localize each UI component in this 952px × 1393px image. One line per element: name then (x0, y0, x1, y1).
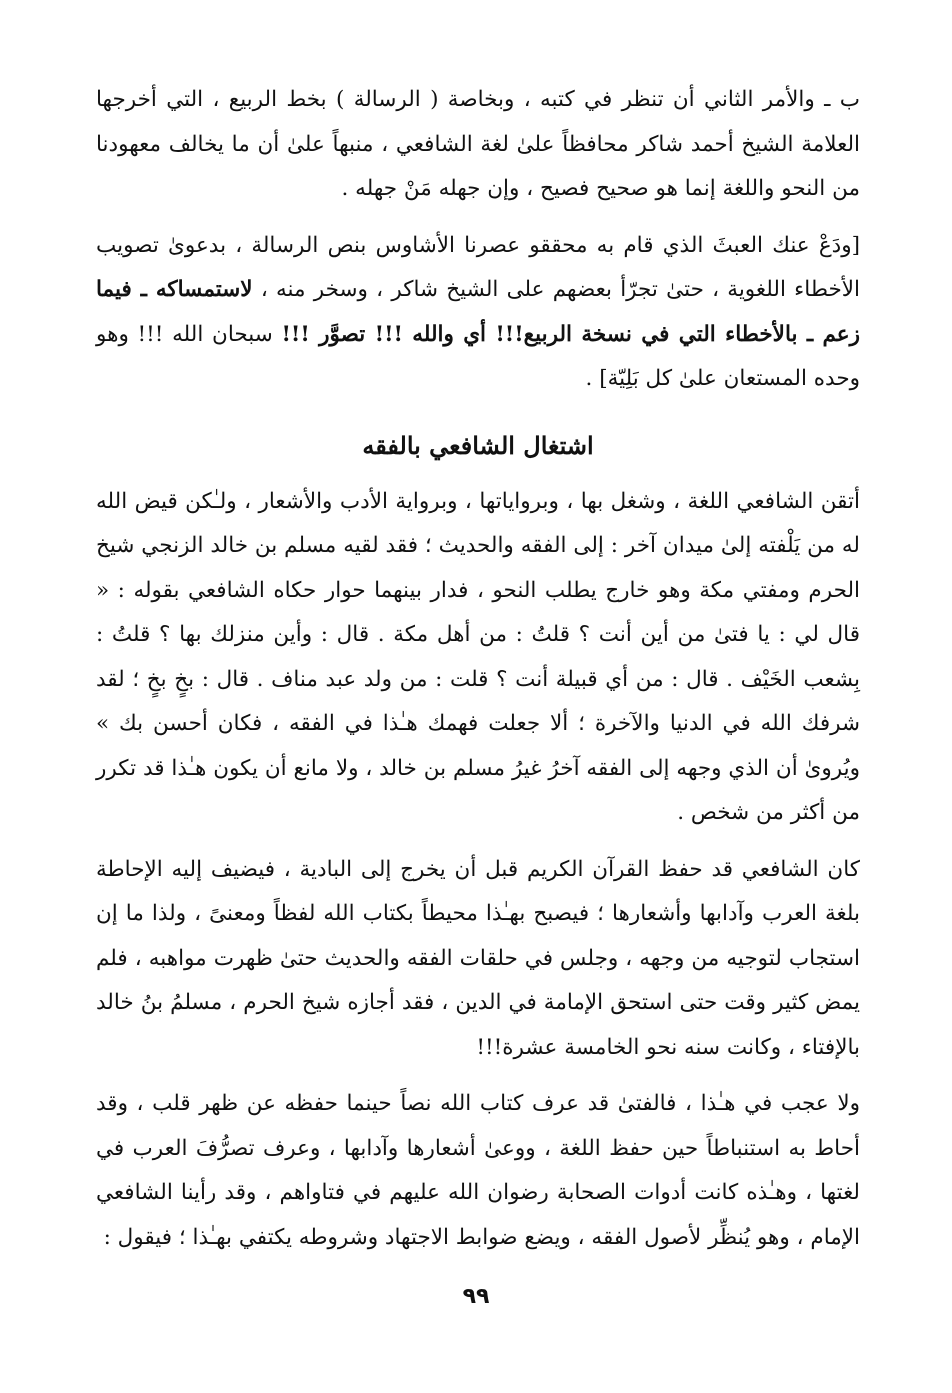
page-number: ٩٩ (462, 1284, 490, 1309)
bracket-note-part3: سبحان الله !!! وهو وحده المستعان علىٰ كل بَلِيّة] . (96, 321, 860, 391)
bracket-note (96, 224, 860, 402)
bracket-note-part1: [ودَعْ عنك العبثَ الذي قام به محققو عصرنا الأشاوس بنص الرسالة ، بدعوىٰ تصويب الأخطاء اللغوية ، حتىٰ تجرّأ بعضهم على الشيخ شاكر ، وسخر منه ، (96, 232, 861, 302)
paragraph-b: ب ـ والأمر الثاني أن تنظر في كتبه ، وبخاصة ( الرسالة ) بخط الربيع ، التي أخرجها العلامة الشيخ أحمد شاكر محافظاً علىٰ لغة الشافعي ، منبهاً علىٰ أن ما يخالف معهودنا من النحو واللغة إنما هو صحيح فصيح ، وإن جهله مَنْ جهله . (96, 87, 860, 201)
page-body (96, 78, 860, 1260)
paragraph-1: أتقن الشافعي اللغة ، وشغل بها ، وبرواياتها ، وبرواية الأدب والأشعار ، ولـٰكن قيض الله له من يَلْفته إلىٰ ميدان آخر : إلى الفقه والحديث ؛ فقد لقيه مسلم بن خالد الزنجي شيخ الحرم ومفتي مكة وهو خارج يطلب النحو ، فدار بينهما حوار حكاه الشافعي بقوله : « قال لي : يا فتىٰ من أين أنت ؟ قلتُ : من أهل مكة . قال : وأين منزلك بها ؟ قلتُ : بِشعب الخَيْف . قال : من أي قبيلة أنت ؟ قلت : من ولد عبد مناف . قال : بخٍ بخٍ ؛ لقد شرفك الله في الدنيا والآخرة ؛ ألا جعلت فهمك هـٰذا في الفقه ، فكان أحسن بك » ويُروىٰ أن الذي وجهه إلى الفقه آخرُ غيرُ مسلم بن خالد ، ولا مانع أن يكون هـٰذا قد تكرر من أكثر من شخص . (96, 488, 860, 825)
spacer (96, 836, 860, 848)
bracket-note-bold: لاستمساكه ـ فيما زعم ـ بالأخطاء التي في نسخة الربيع!!! أي والله !!! تصوَّر !!! (96, 277, 861, 347)
spacer (96, 212, 860, 224)
spacer (96, 402, 860, 426)
spacer (96, 1070, 860, 1082)
section-heading: اشتغال الشافعي بالفقه (362, 430, 594, 460)
paragraph-3: ولا عجب في هـٰذا ، فالفتىٰ قد عرف كتاب الله نصاً حينما حفظه عن ظهر قلب ، وقد أحاط به استنباطاً حين حفظ اللغة ، ووعىٰ أشعارها وآدابها ، وعرف تصرُّفَ العرب في لغتها ، وهـٰذه كانت أدوات الصحابة رضوان الله عليهم في فتاواهم ، وقد رأينا الشافعي الإمام ، وهو يُنظِّر لأصول الفقه ، ويضع ضوابط الاجتهاد وشروطه يكتفي بهـٰذا ؛ فيقول : (96, 1091, 860, 1250)
paragraph-2: كان الشافعي قد حفظ القرآن الكريم قبل أن يخرج إلى البادية ، فيضيف إليه الإحاطة بلغة العرب وآدابها وأشعارها ؛ فيصبح بهـٰذا محيطاً بكتاب الله لفظاً ومعنىً ، ولذا ما إن استجاب لتوجيه من وجهه ، وجلس في حلقات الفقه والحديث حتىٰ ظهرت مواهبه ، فلم يمض كثير وقت حتى استحق الإمامة في الدين ، فقد أجازه شيخ الحرم ، مسلمُ بنُ خالد بالإفتاء ، وكانت سنه نحو الخامسة عشرة!!! (96, 856, 860, 1060)
spacer (96, 466, 860, 480)
